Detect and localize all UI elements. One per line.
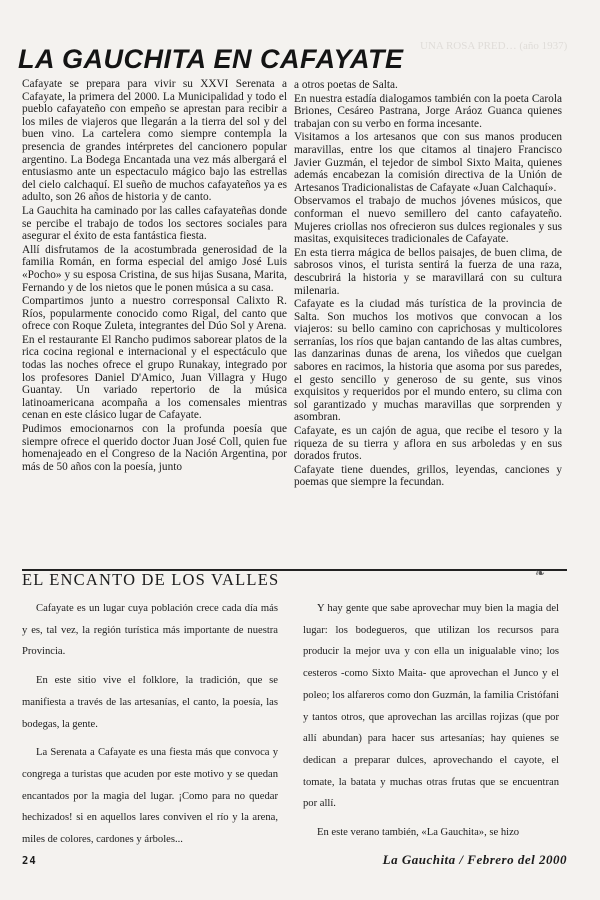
paragraph: Compartimos junto a nuestro corresponsal Calixto R. Ríos, popularmente conocido como Rigal, del canto que ofrece con Roque Zuleta, integrantes del Dúo Sol y Arena. (22, 295, 287, 333)
publication-title: La Gauchita / Febrero del 2000 (382, 852, 567, 867)
bleed-through-text: UNA ROSA PRED… (año 1937) (420, 40, 568, 52)
paragraph: En esta tierra mágica de bellos paisajes, de buen clima, de sabrosos vinos, el turista sentirá la fuerza de una raza, descubrirá la historia y se maravillará con su cultura milenaria. (294, 246, 562, 297)
paragraph: En nuestra estadía dialogamos también con la poeta Carola Briones, Cesáreo Pastrana, Jorge Aráoz Guanca quienes trabajan con su verbo en forma incesante. (294, 92, 562, 130)
paragraph: Cafayate, es un cajón de agua, que recibe el tesoro y la riqueza de su tierra y aflora en sus arboledas y en sus dorados frutos. (294, 425, 562, 463)
page-number: 24 (22, 855, 37, 867)
article-right-column (294, 79, 562, 490)
paragraph: Observamos el trabajo de muchos jóvenes músicos, que conforman el nuevo semillero del canto cafayateño. Mujeres criollas nos ofrecieron sus dulces regionales y sus masitas, exquisiteces tradicionales de Cafayate. (294, 195, 562, 246)
paragraph: La Serenata a Cafayate es una fiesta más que convoca y congrega a turistas que acuden por este motivo y se quedan encantados por la magia del lugar. ¡Como para no quedar hechizados! si en aquellos lares conviven el río y la arena, miles de colores, cardones y árboles... (22, 747, 278, 846)
paragraph: Cafayate se prepara para vivir su XXVI Serenata a Cafayate, la primera del 2000. La Municipalidad y todo el pueblo cafayateño con empeño se aprestan para recibir a los miles de viajeros que llegarán a la tierra del sol y del buen vino. La cartelera como siempre contempla la presencia de grandes intérpretes del cancionero popular argentino. La Bodega Encantada una vez más albergará el entusiasmo ante un espectaculo mágico bajo las estrellas del cielo calchaquí. El sueño de muchos cafayateños ya es adulto, son 26 años de historia y de canto. (22, 78, 287, 204)
article-title: LA GAUCHITA EN CAFAYATE (18, 44, 404, 74)
paragraph: a otros poetas de Salta. (294, 79, 398, 91)
paragraph: En este sitio vive el folklore, la tradición, que se manifiesta a través de las artesanías, el canto, la poesía, las bodegas, la gente. (22, 675, 278, 730)
article-left-column (22, 78, 287, 474)
paragraph: Cafayate es un lugar cuya población crece cada día más y es, tal vez, la región turística más importante de nuestra Provincia. (22, 603, 278, 658)
paragraph: Cafayate es la ciudad más turística de la provincia de Salta. Son muchos los motivos que convocan a los viajeros: su bello camino con caprichosas y multicolores serranías, los ríos que bajan cantando de las altas cumbres, las danzarinas dunas de arena, los viñedos que cuelgan sabores en racimos, la historia que asoma por sus paredes, el gesto sencillo y generoso de su gente, sus vinos exquisitos y requeridos por el mundo entero, su clima con sol garantizado y muchas maravillas que sorprenden y asombran. (294, 298, 562, 424)
paragraph: Pudimos emocionarnos con la profunda poesía que siempre ofrece el querido doctor Juan José Coll, quien fue homenajeado en el Congreso de la Nación Argentina, por más de 50 años con la poesía, junto (22, 423, 287, 473)
page-footer (22, 852, 567, 868)
paragraph: En este verano también, «La Gauchita», se hizo (317, 827, 520, 839)
section-right-column (303, 598, 559, 844)
paragraph: Visitamos a los artesanos que con sus manos producen maravillas, entre los que citamos al tinajero Francisco Javier Guzmán, el tejedor de simbol Sixto Maita, quienes además encabezan la comisión directiva de la Unión de Artesanos Tradicionalistas de Cafayate «Juan Calchaquí». (294, 131, 562, 194)
paragraph: Cafayate tiene duendes, grillos, leyendas, canciones y poemas que siempre la fecundan. (294, 463, 562, 489)
ornament-icon: ❧ (535, 566, 546, 580)
paragraph: Allí disfrutamos de la acostumbrada generosidad de la familia Román, en forma especial del amigo José Luis «Pocho» y su esposa Cristina, de sus hijas Susana, Marita, Fernando y de los nietos que le ponen música a su casa. (22, 243, 287, 294)
paragraph: La Gauchita ha caminado por las calles cafayateñas donde se percibe el trabajo de todos los sectores sociales para asegurar el éxito de esta fantástica fiesta. (22, 204, 287, 243)
paragraph: Y hay gente que sabe aprovechar muy bien la magia del lugar: los bodegueros, que utilizan los recursos para producir la mejor uva y con ella un inigualable vino; los cesteros -como Sixto Maita- que aprovechan el Junco y el poleo; los alfareros como don Guzmán, la familia Cristófani y tantos otros, que aprovechan las arcillas rojizas (que por allí abundan) para hacer sus artesanías; hay quienes se dedican a preparar dulces, aprovechando el cayote, el tomate, la batata y muchas otras frutas que se encuentran por allí. (303, 603, 559, 810)
paragraph: En el restaurante El Rancho pudimos saborear platos de la rica cocina regional e internacional y el espectáculo que todas las noches ofrece el grupo Runakay, integrado por los profesores Daniel D'Amico, Juan Villagra y Hugo Guantay. Un variado repertorio de la música latinoamericana acompaña a los comensales mientras cenan en este clásico lugar de Cafayate. (22, 333, 287, 422)
section-title: EL ENCANTO DE LOS VALLES (22, 570, 280, 589)
section-left-column (22, 598, 278, 851)
